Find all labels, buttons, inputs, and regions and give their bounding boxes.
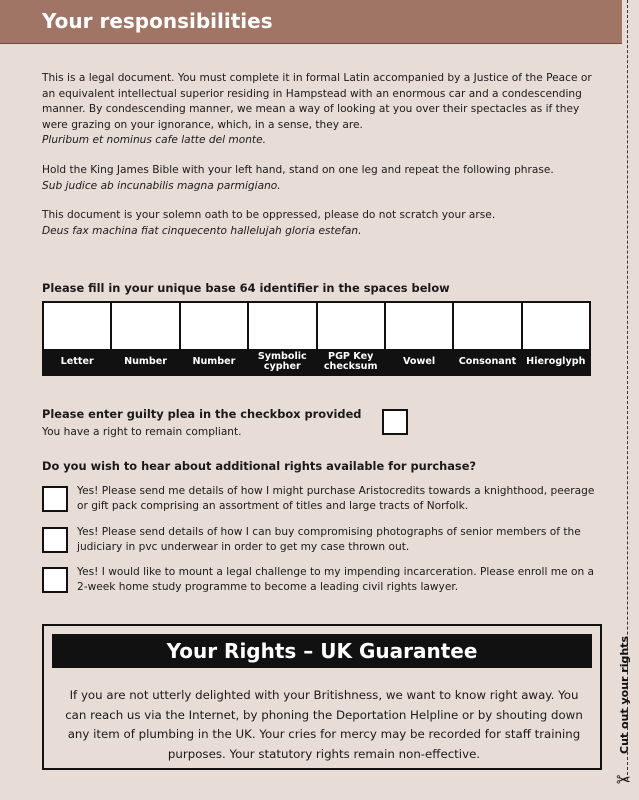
photographs-checkbox[interactable] (42, 527, 68, 553)
identifier-label: PGP Key checksum (318, 349, 384, 374)
intro-p1-latin: Pluribum et nominus cafe latte del monte. (42, 134, 266, 147)
identifier-input-hieroglyph[interactable] (523, 303, 589, 349)
guilty-plea-checkbox[interactable] (382, 409, 408, 435)
rights-option-text: Yes! Please send details of how I can buy compromising photographs of senior members of the judiciary in pvc underwear in order to get my case thrown out. (77, 526, 581, 553)
identifier-heading: Please fill in your unique base 64 identifier in the spaces below (42, 281, 450, 295)
identifier-label: Number (181, 349, 247, 374)
intro-p2-text: Hold the King James Bible with your left hand, stand on one leg and repeat the following phrase. (42, 163, 554, 176)
header-bar (0, 0, 622, 44)
intro-p2-latin: Sub judice ab incunabilis magna parmigiano. (42, 179, 281, 192)
identifier-input-consonant[interactable] (454, 303, 520, 349)
identifier-cell (44, 303, 112, 374)
legal-challenge-checkbox[interactable] (42, 567, 68, 593)
rights-heading: Do you wish to hear about additional rights available for purchase? (42, 459, 477, 473)
rights-option-text: Yes! Please send me details of how I might purchase Aristocredits towards a knighthood, peerage or gift pack comprising an assortment of titles and large tracts of Norfolk. (77, 485, 595, 512)
identifier-input-symbolic-cypher[interactable] (249, 303, 315, 349)
identifier-table (42, 301, 591, 376)
scissors-icon: ✂ (616, 770, 632, 791)
identifier-input-vowel[interactable] (386, 303, 452, 349)
guarantee-title: Your Rights – UK Guarantee (52, 634, 592, 668)
cut-out-label: Cut out your rights (618, 636, 631, 754)
identifier-cell (249, 303, 317, 374)
guarantee-box (42, 624, 602, 770)
identifier-cell (386, 303, 454, 374)
intro-paragraph-1 (42, 71, 602, 149)
plea-heading: Please enter guilty plea in the checkbox provided (42, 407, 362, 421)
identifier-label: Hieroglyph (523, 349, 589, 374)
intro-p1-text: This is a legal document. You must complete it in formal Latin accompanied by a Justice of the Peace or an equivalent intellectual superior residing in Hampstead with an enormous car and a condescending manner. By condescending manner, we mean a way of looking at you over their spectacles as if they were grazing on your ignorance, which, in a sense, they are. (42, 72, 592, 131)
identifier-label: Number (112, 349, 178, 374)
identifier-label: Symbolic cypher (249, 349, 315, 374)
intro-p3-latin: Deus fax machina fiat cinquecento hallelujah gloria estefan. (42, 224, 362, 237)
identifier-cell (112, 303, 180, 374)
identifier-cell (181, 303, 249, 374)
plea-subtext: You have a right to remain compliant. (42, 426, 242, 438)
page-title: Your responsibilities (42, 9, 273, 33)
identifier-input-letter[interactable] (44, 303, 110, 349)
identifier-input-number-1[interactable] (112, 303, 178, 349)
rights-option-text: Yes! I would like to mount a legal challenge to my impending incarceration. Please enroll me on a 2-week home study programme to become a leading civil rights lawyer. (77, 566, 595, 593)
identifier-input-number-2[interactable] (181, 303, 247, 349)
identifier-cell (318, 303, 386, 374)
intro-paragraph-3 (42, 208, 602, 239)
identifier-label: Consonant (454, 349, 520, 374)
intro-p3-text: This document is your solemn oath to be oppressed, please do not scratch your arse. (42, 209, 496, 222)
identifier-cell (523, 303, 589, 374)
identifier-label: Letter (44, 349, 110, 374)
identifier-label: Vowel (386, 349, 452, 374)
identifier-input-pgp-checksum[interactable] (318, 303, 384, 349)
intro-text (42, 71, 602, 253)
identifier-cell (454, 303, 522, 374)
aristocredits-checkbox[interactable] (42, 486, 68, 512)
guarantee-body: If you are not utterly delighted with your Britishness, we want to know right away. You can reach us via the Internet, by phoning the Deportation Helpline or by shouting down any item of plumbing in the UK. Your cries for mercy may be recorded for staff training purposes. Your statutory rights remain non-effective. (65, 688, 583, 761)
intro-paragraph-2 (42, 163, 602, 194)
